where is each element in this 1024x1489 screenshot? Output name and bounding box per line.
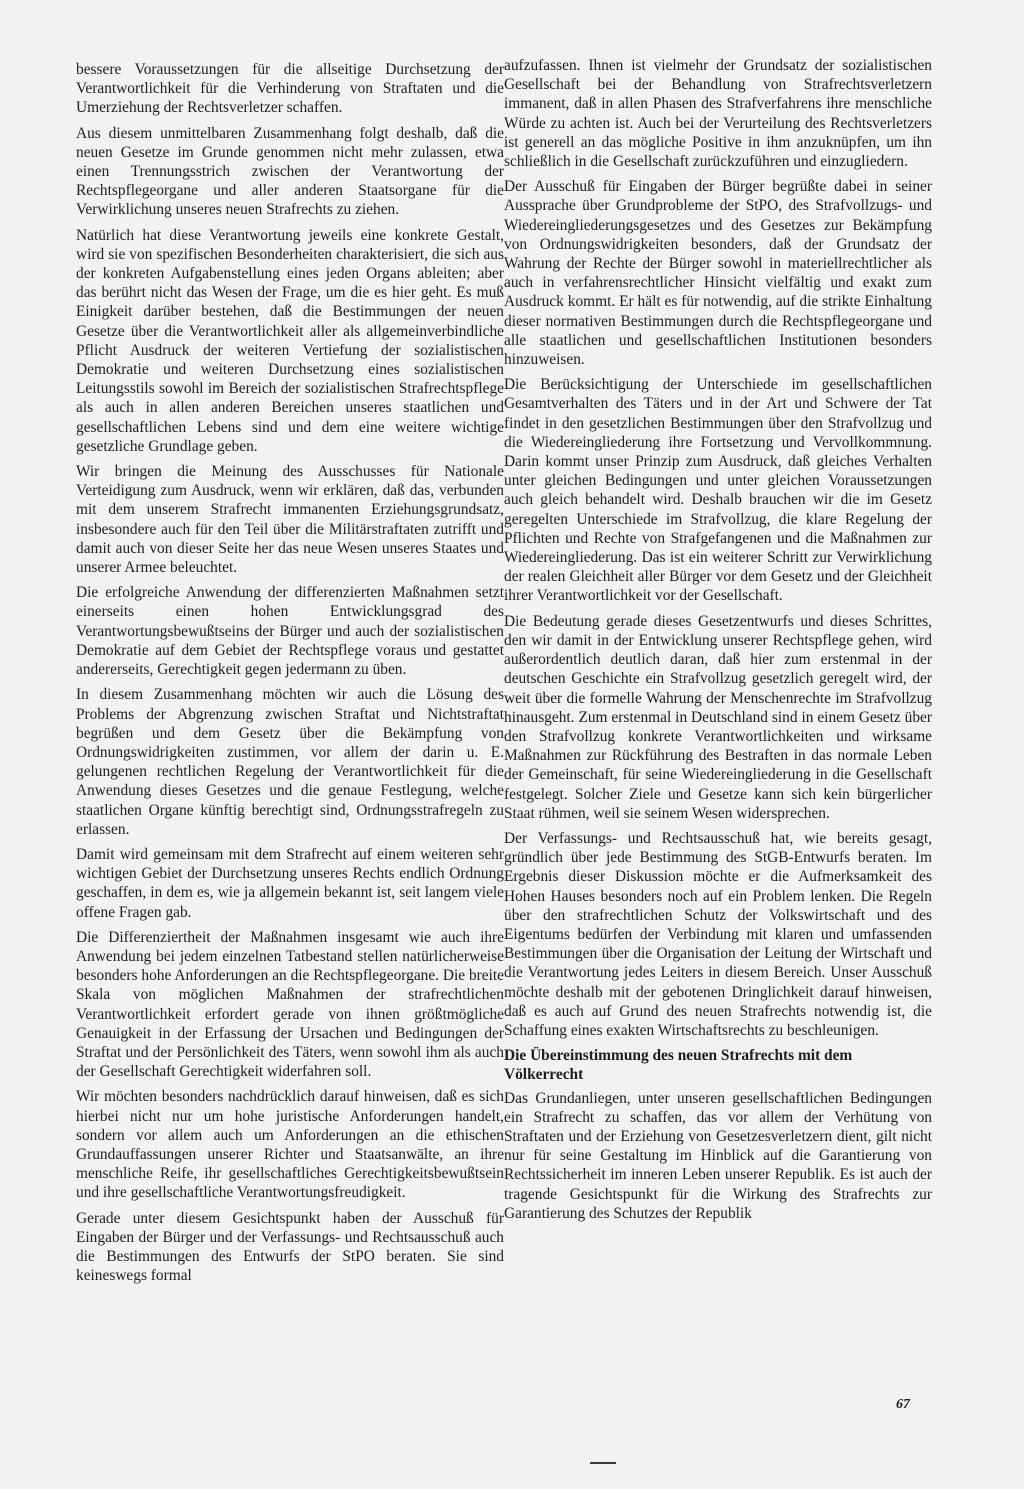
paragraph: Wir bringen die Meinung des Ausschusses für Nationale Verteidigung zum Ausdruck, wenn wir erklären, daß das, verbunden mit dem unserem Strafrecht immanenten Erziehungsgrundsatz, insbesondere auch für den Teil über die Militärstraftaten zutrifft und damit auch von dieser Seite her das neue Wesen unseres Staates und unserer Armee beleuchtet. [76,463,504,577]
paragraph: Aus diesem unmittelbaren Zusammenhang folgt deshalb, daß die neuen Gesetze im Grunde genommen nicht mehr zulassen, etwa einen Trennungsstrich zwischen der Verantwortung der Rechtspflegeorgane und aller anderen Staatsorgane für die Verwirklichung unseres neuen Strafrechts zu ziehen. [76,124,504,219]
paragraph: In diesem Zusammenhang möchten wir auch die Lösung des Problems der Abgrenzung zwischen Straftat und Nichtstraftat begrüßen und dem Gesetz über die Bekämpfung von Ordnungswidrigkeiten zustimmen, vor allem der darin u. E. gelungenen rechtlichen Regelung der Verantwortlichkeit für die Anwendung dieses Gesetzes und die genaue Festlegung, welche staatlichen Organe künftig berechtigt sind, Ordnungsstrafregeln zu erlassen. [76,686,504,838]
page-number: 67 [896,1397,910,1412]
paragraph: Die Berücksichtigung der Unterschiede im gesellschaftlichen Gesamtverhalten des Täters und in der Art und Schwere der Tat findet in den gesetzlichen Bestimmungen über den Strafvollzug und die Wiedereingliederung ihre Fortsetzung und Vervollkommnung. Darin kommt unser Prinzip zum Ausdruck, daß gleiches Verhalten unter gleichen Bedingungen und unter gleichen Voraussetzungen auch gleich behandelt wird. Deshalb brauchen wir die im Gesetz geregelten Unterschiede im Strafvollzug, die klare Regelung der Pflichten und Rechte von Strafgefangenen und die Maßnahmen zur Wiedereingliederung. Das ist ein weiterer Schritt zur Verwirklichung der realen Gleichheit aller Bürger vor dem Gesetz und der Gleichheit ihrer Verantwortlichkeit vor der Gesellschaft. [504,376,932,605]
paragraph: Wir möchten besonders nachdrücklich darauf hinweisen, daß es sich hierbei nicht nur um hohe juristische Anforderungen handelt, sondern vor allem auch um Anforderungen an die ethischen Grundauffassungen unserer Richter und Staatsanwälte, an ihre menschliche Reife, ihr gesellschaftliches Gerechtigkeitsbewußtsein und ihre gesellschaftliche Verantwortungsfreudigkeit. [76,1088,504,1202]
right-column [504,56,932,1229]
paragraph: Der Ausschuß für Eingaben der Bürger begrüßte dabei in seiner Aussprache über Grundprobleme der StPO, des Strafvollzugs- und Wiedereingliederungsgesetzes und des Gesetzes zur Bekämpfung von Ordnungswidrigkeiten besonders, daß der Grundsatz der Wahrung der Rechte der Bürger sowohl in materiellrechtlicher als auch in verfahrensrechtlicher Hinsicht vielfältig und exakt zum Ausdruck kommt. Er hält es für notwendig, auf die strikte Einhaltung dieser normativen Bestimmungen durch die Rechtspflegeorgane und alle staatlichen und gesellschaftlichen Institutionen besonders hinzuweisen. [504,178,932,369]
paragraph: aufzufassen. Ihnen ist vielmehr der Grundsatz der sozialistischen Gesellschaft bei der Behandlung von Strafrechtsverletzern immanent, daß in allen Phasen des Strafverfahrens ihre menschliche Würde zu achten ist. Auch bei der Verurteilung des Rechtsverletzers ist generell an das mögliche Positive in ihm anzuknüpfen, um ihn schließlich in die Gesellschaft zurückzuführen und einzugliedern. [504,57,932,171]
section-heading: Die Übereinstimmung des neuen Strafrechts mit dem Völkerrecht [504,1047,853,1084]
bottom-mark [590,1462,616,1464]
paragraph: Gerade unter diesem Gesichtspunkt haben der Ausschuß für Eingaben der Bürger und der Verfassungs- und Rechtsausschuß auch die Bestimmungen des Entwurfs der StPO beraten. Sie sind keineswegs formal [76,1209,504,1285]
paragraph: bessere Voraussetzungen für die allseitige Durchsetzung der Verantwortlichkeit für die Verhinderung von Straftaten und die Umerziehung der Rechtsverletzer schaffen. [76,61,504,117]
paragraph: Natürlich hat diese Verantwortung jeweils eine konkrete Gestalt, wird sie von spezifischen Besonderheiten charakterisiert, die sich aus der konkreten Aufgabenstellung eines jeden Organs ableiten; aber das berührt nicht das Wesen der Frage, um die es hier geht. Es muß Einigkeit darüber bestehen, daß die Bestimmungen der neuen Gesetze über die Verantwortlichkeit aller als allgemeinverbindliche Pflicht Ausdruck der weiteren Vertiefung der sozialistischen Demokratie und weiteren Durchsetzung eines sozialistischen Leitungsstils sowohl im Bereich der sozialistischen Strafrechtspflege als auch in allen anderen Bereichen unseres staatlichen und gesellschaftlichen Lebens sind und dem eine weitere wichtige gesetzliche Grundlage geben. [76,226,504,455]
left-column [76,60,504,1291]
paragraph: Die erfolgreiche Anwendung der differenzierten Maßnahmen setzt einerseits einen hohen Entwicklungsgrad des Verantwortungsbewußtseins der Bürger und auch der sozialistischen Demokratie auf dem Gebiet der Rechtspflege voraus und gestattet andererseits, Gerechtigkeit gegen jedermann zu üben. [76,584,504,679]
paragraph: Die Differenziertheit der Maßnahmen insgesamt wie auch ihre Anwendung bei jedem einzelnen Tatbestand stellen natürlicherweise besonders hohe Anforderungen an die Rechtspflegeorgane. Die breite Skala von möglichen Maßnahmen der strafrechtlichen Verantwortlichkeit erfordert gerade von ihnen größtmögliche Genauigkeit in der Erfassung der Ursachen und Bedingungen der Straftat und der Persönlichkeit des Täters, wenn sowohl ihm als auch der Gesellschaft Gerechtigkeit widerfahren soll. [76,928,504,1081]
paragraph: Das Grundanliegen, unter unseren gesellschaftlichen Bedingungen ein Strafrecht zu schaffen, das vor allem der Verhütung von Straftaten und der Erziehung von Gesetzesverletzern dient, gilt nicht nur für seine Gestaltung im Hinblick auf die Garantierung von Rechtssicherheit im inneren Leben unserer Republik. Es ist auch der tragende Gesichtspunkt für die Wirkung des Strafrechts zur Garantierung des Schutzes der Republik [504,1089,932,1222]
paragraph: Der Verfassungs- und Rechtsausschuß hat, wie bereits gesagt, gründlich über jede Bestimmung des StGB-Entwurfs beraten. Im Ergebnis dieser Diskussion möchte er die Aufmerksamkeit des Hohen Hauses besonders noch auf ein Problem lenken. Die Regeln über den strafrechtlichen Schutz der Volkswirtschaft und des Eigentums bedürfen der Verbindung mit klaren und umfassenden Bestimmungen über die Organisation der Leitung der Wirtschaft und die Verantwortung jedes Leiters in diesem Bereich. Unser Ausschuß möchte deshalb mit der gebotenen Dringlichkeit darauf hinweisen, daß es auch auf Grund des neuen Strafrechts notwendig ist, die Schaffung eines exakten Wirtschaftsrechts zu beschleunigen. [504,829,932,1039]
paragraph: Die Bedeutung gerade dieses Gesetzentwurfs und dieses Schrittes, den wir damit in der Entwicklung unserer Rechtspflege gehen, wird außerordentlich deutlich daran, daß hier zum erstenmal in der deutschen Geschichte ein Strafvollzug gesetzlich geregelt wird, der weit über die formelle Wahrung der Menschenrechte im Strafvollzug hinausgeht. Zum erstenmal in Deutschland sind in einem Gesetz über den Strafvollzug konkrete Verantwortlichkeiten und wirksame Maßnahmen zur Rückführung des Bestraften in das normale Leben der Gemeinschaft, für seine Wiedereingliederung in die Gesellschaft festgelegt. Solcher Ziele und Gesetze kann sich kein bürgerlicher Staat rühmen, weil sie seinem Wesen widersprechen. [504,612,932,822]
paragraph: Damit wird gemeinsam mit dem Strafrecht auf einem weiteren sehr wichtigen Gebiet der Durchsetzung unseres Rechts endlich Ordnung geschaffen, in dem es, wie ja allgemein bekannt ist, seit langem viele offene Fragen gab. [76,845,504,921]
